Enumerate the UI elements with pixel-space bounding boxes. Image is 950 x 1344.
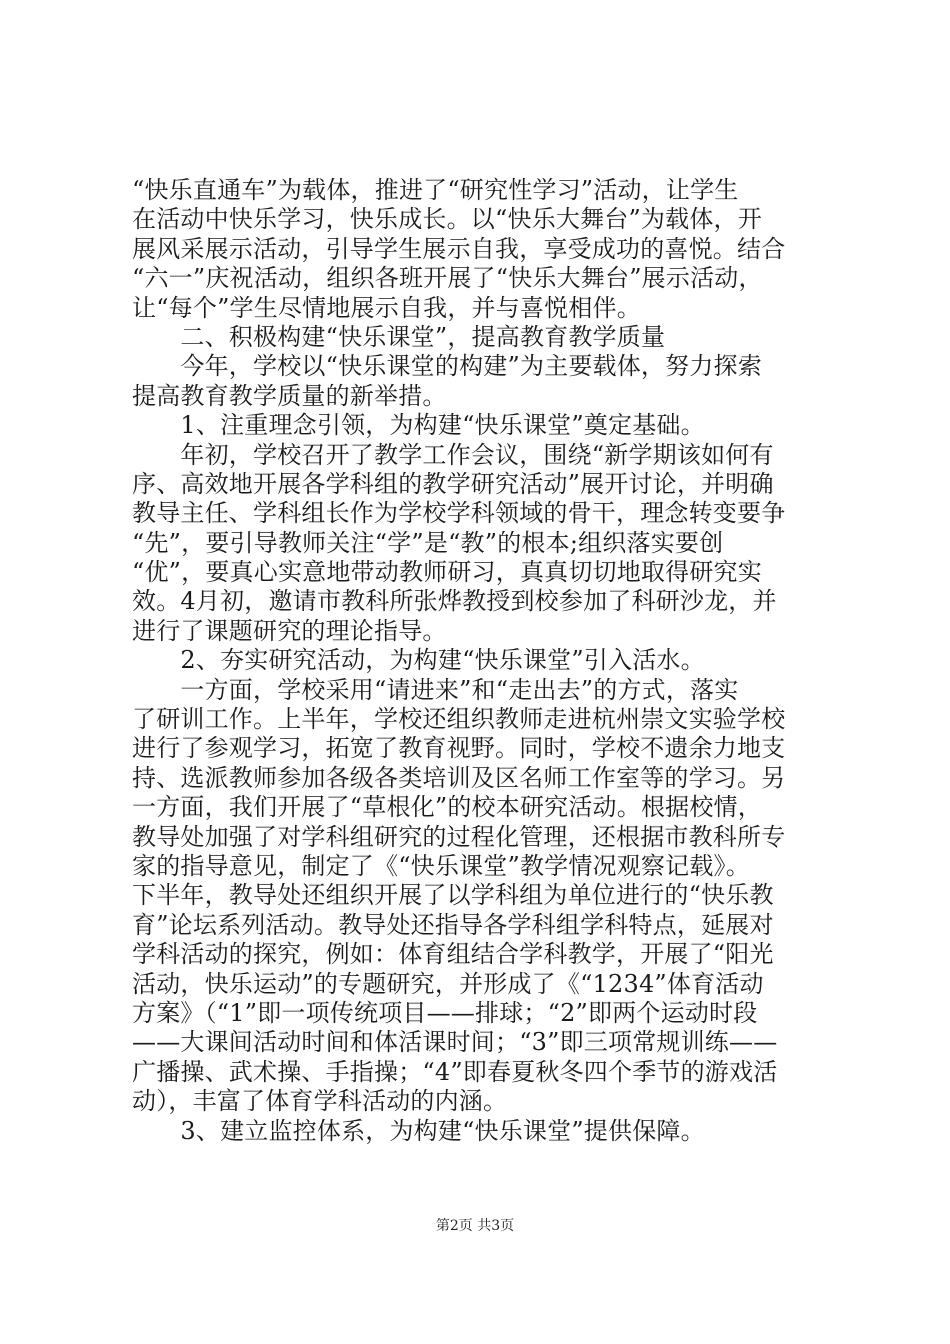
text-line: 教导处加强了对学科组研究的过程化管理，还根据市教科所专 — [132, 822, 786, 851]
text-line: “六一”庆祝活动，组织各班开展了“快乐大舞台”展示活动， — [132, 264, 763, 293]
text-line: 方案》（“1”即一项传统项目——排球；“2”即两个运动时段 — [132, 998, 758, 1027]
text-line: 1、注重理念引领，为构建“快乐课堂”奠定基础。 — [132, 411, 705, 440]
text-line: 广播操、武术操、手指操；“4”即春夏秋冬四个季节的游戏活 — [132, 1057, 778, 1086]
text-line: 一方面，学校采用“请进来”和“走出去”的方式，落实 — [132, 675, 739, 704]
text-line: 今年，学校以“快乐课堂的构建”为主要载体，努力探索 — [132, 352, 762, 381]
text-line: “先”，要引导教师关注“学”是“教”的根本;组织落实要创 — [132, 528, 724, 557]
text-line: 进行了参观学习，拓宽了教育视野。同时，学校不遗余力地支 — [132, 734, 786, 763]
text-line: 效。4月初，邀请市教科所张烨教授到校参加了科研沙龙，并 — [132, 587, 777, 616]
body-text — [132, 176, 832, 1146]
text-line: 活动，快乐运动”的专题研究，并形成了《“1234”体育活动 — [132, 969, 764, 998]
text-line: 让“每个”学生尽情地展示自我，并与喜悦相伴。 — [132, 293, 641, 322]
text-line: 动），丰富了体育学科活动的内涵。 — [132, 1087, 508, 1116]
text-line: 2、夯实研究活动，为构建“快乐课堂”引入活水。 — [132, 646, 705, 675]
text-line: 持、选派教师参加各级各类培训及区名师工作室等的学习。另 — [132, 763, 786, 792]
text-line: “快乐直通车”为载体，推进了“研究性学习”活动，让学生 — [132, 176, 739, 204]
text-line: ——大课间活动时间和体活课时间；“3”即三项常规训练—— — [132, 1028, 778, 1057]
text-line: 了研训工作。上半年，学校还组织教师走进杭州崇文实验学校 — [132, 705, 786, 734]
text-line: 家的指导意见，制定了《“快乐课堂”教学情况观察记载》。 — [132, 851, 750, 880]
text-line: 育”论坛系列活动。教导处还指导各学科组学科特点，延展对 — [132, 910, 774, 939]
text-line: 年初，学校召开了教学工作会议，围绕“新学期该如何有 — [132, 440, 774, 469]
text-line: 教导主任、学科组长作为学校学科领域的骨干，理念转变要争 — [132, 499, 786, 528]
text-line: 进行了课题研究的理论指导。 — [132, 616, 447, 645]
text-line: 序、高效地开展各学科组的教学研究活动”展开讨论，并明确 — [132, 469, 774, 498]
text-line: 3、建立监控体系，为构建“快乐课堂”提供保障。 — [132, 1116, 705, 1145]
text-line: 一方面，我们开展了“草根化”的校本研究活动。根据校情， — [132, 793, 762, 822]
text-line: “优”，要真心实意地带动教师研习，真真切切地取得研究实 — [132, 558, 762, 587]
text-line: 在活动中快乐学习，快乐成长。以“快乐大舞台”为载体，开 — [132, 205, 762, 234]
text-line: 下半年，教导处还组织开展了以学科组为单位进行的“快乐教 — [132, 881, 774, 910]
text-line: 提高教育教学质量的新举措。 — [132, 381, 447, 410]
text-line: 展风采展示活动，引导学生展示自我，享受成功的喜悦。结合 — [132, 234, 786, 263]
text-line: 二、积极构建“快乐课堂”，提高教育教学质量 — [132, 322, 666, 351]
page-footer: 第2页 共3页 — [435, 1218, 515, 1234]
text-line: 学科活动的探究，例如：体育组结合学科教学，开展了“阳光 — [132, 940, 774, 969]
